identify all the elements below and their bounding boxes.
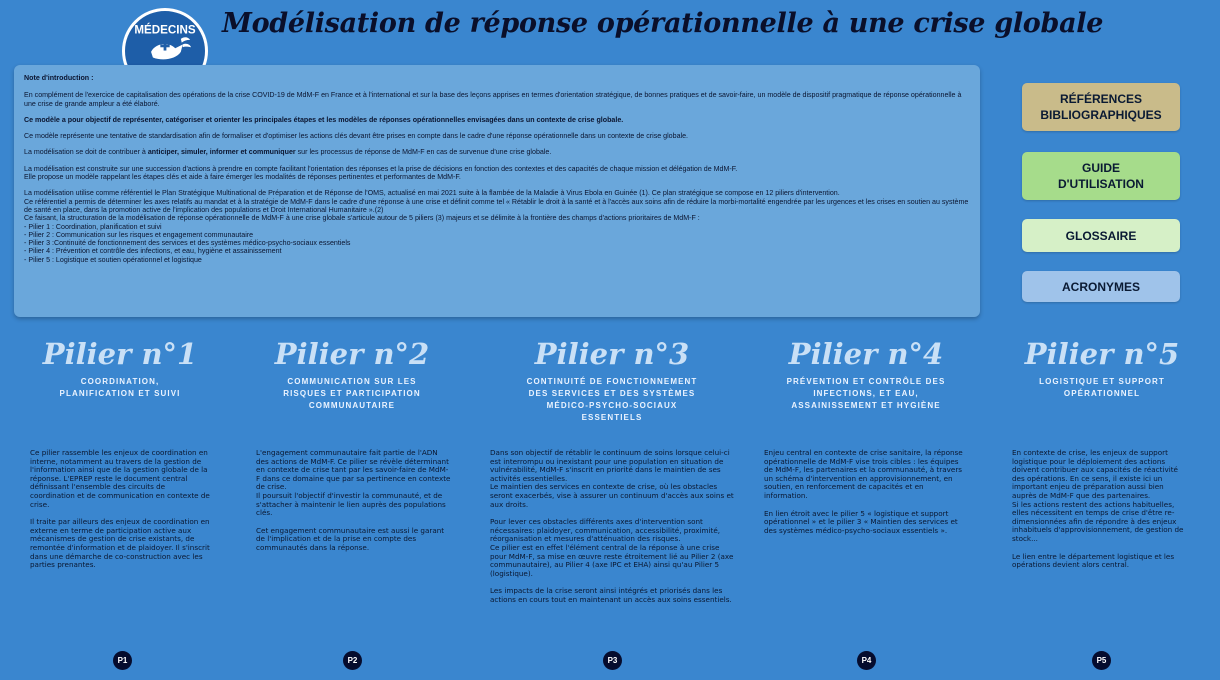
pillar-2-badge[interactable]: P2: [343, 651, 362, 670]
pillar-paragraph: Si les actions restent des actions habituelles, elles nécessitent en temps de crise d'être re-dimensionnées afin de répondre à des enjeux inhabituels d'approvisionnement, de gestion de stock...: [1012, 499, 1184, 543]
acronyms-button[interactable]: ACRONYMES: [1022, 271, 1180, 302]
pillar-title: Pilier n°3: [534, 337, 690, 371]
intro-paragraph-4: [24, 148, 970, 156]
pillar-paragraph: L'engagement communautaire fait partie de l'ADN des actions de MdM-F. Ce pilier se révèle déterminant en contexte de crise tant par les savoir-faire de MdM-F dans ce domaine que par sa pertinence en contexte de crise.: [256, 448, 451, 492]
pillar-title: Pilier n°1: [42, 337, 198, 371]
intro-list-item: - Pilier 4 : Prévention et contrôle des infections, et eau, hygiène et assainissement: [24, 247, 282, 256]
intro-paragraph-1: En complément de l'exercice de capitalisation des opérations de la crise COVID-19 de MdM-F en France et à l'international et sur la base des leçons apprises en termes d'orientation stratégique, de bonnes pratiques et de savoir-faire, un modèle de dispositif pragmatique de réponse opérationnelle à une crise de grande ampleur a été élaboré.: [24, 91, 962, 108]
logo-text-top: MÉDECINS: [134, 23, 196, 37]
pillar-title: Pilier n°5: [1024, 337, 1180, 371]
intro-p4-after: sur les processus de réponse de MdM-F en cas de survenue d'une crise globale.: [295, 148, 552, 157]
pillar-1-body: [30, 449, 212, 579]
intro-paragraph-5b: Elle propose un modèle rappelant les étapes clés et aide à faire émerger les modalités de réponses pertinentes et performantes de MdM-F.: [24, 173, 461, 182]
pillar-2-body: [256, 449, 452, 562]
intro-paragraph-5a: La modélisation est construite sur une succession d'actions à prendre en compte facilitant l'orientation des réponses et la prise de décisions en fonction des contextes et des capacités de chaque mission et délégation de MdM-F.: [24, 164, 738, 173]
pillar-subtitle: COORDINATION, PLANIFICATION ET SUIVI: [59, 377, 181, 398]
intro-list-item: - Pilier 1 : Coordination, planification et suivi: [24, 222, 162, 231]
intro-paragraph-2: Ce modèle a pour objectif de représenter, catégoriser et orienter les principales étapes et les modèles de réponses opérationnelles envisagées dans un contexte de crise globale.: [24, 115, 624, 124]
pillar-1-badge[interactable]: P1: [113, 651, 132, 670]
glossary-button[interactable]: GLOSSAIRE: [1022, 219, 1180, 252]
pillar-4-badge[interactable]: P4: [857, 651, 876, 670]
introduction-panel: [14, 65, 980, 317]
intro-p4-before: La modélisation se doit de contribuer à: [24, 148, 148, 157]
pillar-5: [1002, 334, 1202, 400]
pillar-title: Pilier n°4: [788, 337, 944, 371]
pillar-subtitle: CONTINUITÉ DE FONCTIONNEMENT DES SERVICES ET DES SYSTÈMES MÉDICO-PSYCHO-SOCIAUX ESSENTIELS: [526, 377, 698, 422]
pillar-paragraph: Dans son objectif de rétablir le continuum de soins lorsque celui-ci est interrompu ou inexistant pour une population en situation de vulnérabilité, MdM-F s'inscrit en priorité dans le maintien de ses activités essentielles.: [490, 448, 730, 483]
pillar-paragraph: En lien étroit avec le pilier 5 « logistique et support opérationnel » et le pilier 3 « Maintien des services et des systèmes médico-psycho-sociaux essentiels ».: [764, 508, 958, 535]
pillar-paragraph: Ce pilier rassemble les enjeux de coordination en interne, notamment au travers de la gestion de l'information ainsi que de la gestion globale de la réponse. L'EPREP reste le document central définissant l'ensemble des circuits de coordination et de communication en contexte de crise.: [30, 448, 210, 509]
intro-list-item: - Pilier 3 :Continuité de fonctionnement des services et des systèmes médico-psycho-sociaux essentiels: [24, 239, 351, 248]
pillar-paragraph: En contexte de crise, les enjeux de support logistique pour le déploiement des actions doivent contribuer aux capacités de réactivité des opérations. En ce sens, il existe ici un important enjeu de préparation aussi bien auprès de MdM-F que des partenaires.: [1012, 448, 1178, 500]
pillar-3: [512, 334, 712, 424]
intro-paragraph-6b: Ce référentiel a permis de déterminer les axes relatifs au mandat et à la stratégie de MdM-F dans le cadre d'une réponse à une crise et définit comme tel « Rétablir le droit à la santé et à l'accès aux soins afin de réduire la morbi-mortalité engendrée par les urgences et les crises en soutien au système de santé en place, dans la promotion active de l'implication des populations et Droit International Humanitaire ».(2): [24, 197, 969, 214]
pillar-paragraph: Il traite par ailleurs des enjeux de coordination en externe en terme de participation active aux mécanismes de gestion de crise existants, de remontée d'information et de plaidoyer. Il s'inscrit dans une démarche de co-construction avec les parties prenantes.: [30, 517, 210, 570]
pillar-5-badge[interactable]: P5: [1092, 651, 1111, 670]
pillar-title: Pilier n°2: [274, 337, 430, 371]
intro-list-item: - Pilier 2 : Communication sur les risques et engagement communautaire: [24, 230, 254, 239]
pillar-5-body: [1012, 449, 1188, 579]
pillar-3-badge[interactable]: P3: [603, 651, 622, 670]
intro-p4-bold: anticiper, simuler, informer et communiquer: [147, 148, 296, 157]
pillar-4-body: [764, 449, 968, 544]
pillar-paragraph: Le maintien des services en contexte de crise, où les obstacles seront exacerbés, vise à assurer un continuum d'accès aux soins et aux droits.: [490, 482, 734, 509]
guide-button[interactable]: GUIDE D'UTILISATION: [1022, 152, 1180, 200]
pillar-2: [252, 334, 452, 412]
pillar-3-body: [490, 449, 738, 614]
pillar-subtitle: COMMUNICATION SUR LES RISQUES ET PARTICIPATION COMMUNAUTAIRE: [283, 377, 421, 410]
intro-paragraph-6c: Ce faisant, la structuration de la modélisation de réponse opérationnelle de MdM-F à une crise globale s'articule autour de 5 piliers (3) majeurs et se délimite à la frontière des champs d'actions prioritaires de MdM-F :: [24, 214, 700, 223]
intro-heading: Note d'introduction :: [24, 74, 94, 82]
pillar-subtitle: PRÉVENTION ET CONTRÔLE DES INFECTIONS, ET EAU, ASSAINISSEMENT ET HYGIÈNE: [786, 377, 946, 410]
pillar-1: [20, 334, 220, 400]
pillar-paragraph: Enjeu central en contexte de crise sanitaire, la réponse opérationnelle de MdM-F vise trois cibles : les équipes de MdM-F, les partenaires et la communauté, à travers un schéma d'intervention en approvisionnement, en soutien, en renforcement de capacités et en information.: [764, 448, 963, 500]
pillar-subtitle: LOGISTIQUE ET SUPPORT OPÉRATIONNEL: [1039, 377, 1165, 398]
pillar-paragraph: Le lien entre le département logistique et les opérations devient alors central.: [1012, 551, 1175, 570]
pillar-paragraph: Il poursuit l'objectif d'investir la communauté, et de s'attacher à maintenir le lien auprès des populations clés.: [256, 490, 446, 518]
intro-paragraph-6a: La modélisation utilise comme référentiel le Plan Stratégique Multinational de Préparation et de Réponse de l'OMS, actualisé en mai 2021 suite à la flambée de la Maladie à Virus Ebola en Guinée (1). Ce plan stratégique se compose en 12 piliers d'intervention.: [24, 189, 840, 198]
pillar-4: [766, 334, 966, 412]
references-button[interactable]: RÉFÉRENCES BIBLIOGRAPHIQUES: [1022, 83, 1180, 131]
intro-list-item: - Pilier 5 : Logistique et soutien opérationnel et logistique: [24, 255, 202, 264]
pillar-paragraph: Ce pilier est en effet l'élément central de la réponse à une crise pour MdM-F, sa mise en œuvre reste étroitement lié au Pilier 2 (axe communautaire), au Pilier 4 (axe IPC et EHA) ainsi qu'au Pilier 5 (logistique).: [490, 542, 734, 578]
pillar-paragraph: Pour lever ces obstacles différents axes d'intervention sont nécessaires: plaidoyer, communication, accessibilité, proximité, réorganisation et mesures d'atténuation des risques.: [490, 517, 721, 544]
page-title: Modélisation de réponse opérationnelle à une crise globale: [222, 8, 1104, 39]
pillar-paragraph: Cet engagement communautaire est aussi le garant de l'implication et de la prise en compte des communautés dans la réponse.: [256, 525, 445, 552]
pillar-paragraph: Les impacts de la crise seront ainsi intégrés et priorisés dans les actions en cours tout en maintenant un accès aux soins essentiels.: [490, 586, 732, 604]
intro-paragraph-3: Ce modèle représente une tentative de standardisation afin de formaliser et d'optimiser les actions clés devant être prises en compte dans le cadre d'une réponse opérationnelle dans un contexte de crise globale.: [24, 132, 689, 141]
